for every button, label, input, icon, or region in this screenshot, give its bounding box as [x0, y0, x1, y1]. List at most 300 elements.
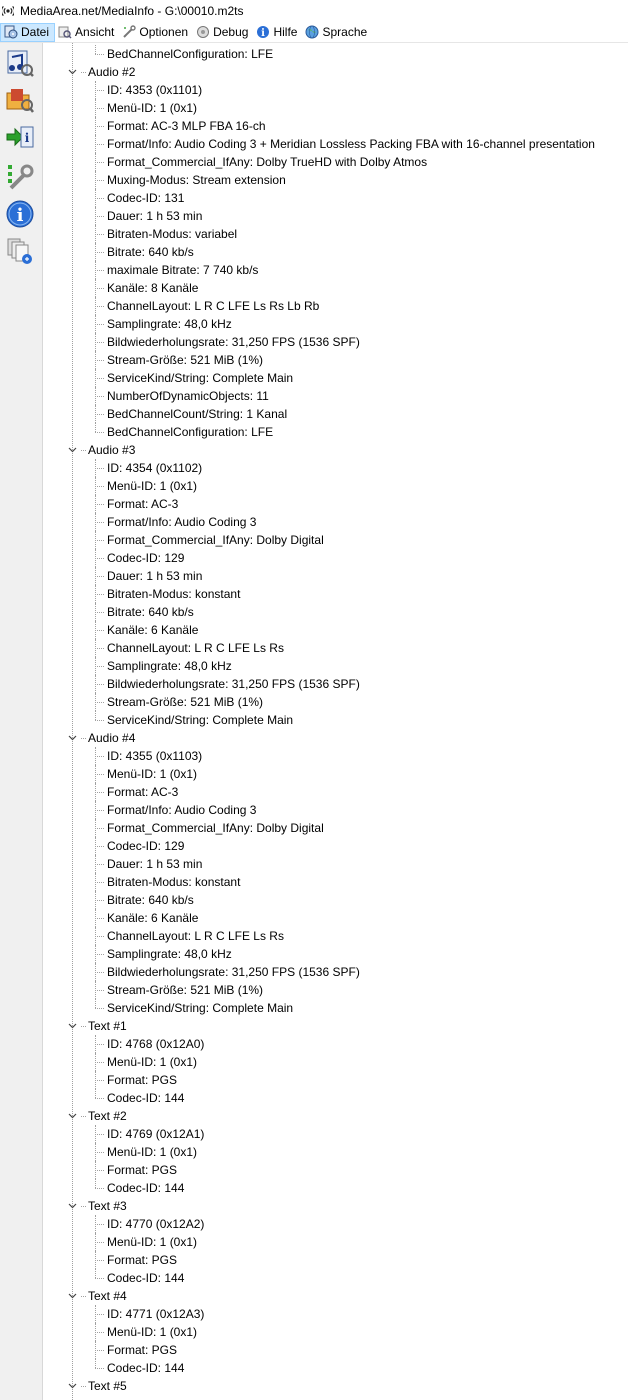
tree-connector: [95, 117, 96, 135]
help-icon: [256, 25, 270, 39]
tree-leaf[interactable]: [43, 99, 628, 117]
tree-connector: [95, 126, 104, 127]
tree-leaf-label: Codec-ID: 144: [107, 1271, 185, 1285]
tree-leaf-label: NumberOfDynamicObjects: 11: [107, 389, 269, 403]
tree-leaf[interactable]: [43, 675, 628, 693]
tree-leaf-label: maximale Bitrate: 7 740 kb/s: [107, 263, 259, 277]
tree-connector: [95, 927, 96, 945]
tree-leaf-label: Format: PGS: [107, 1163, 178, 1177]
tree-leaf-label: Bitraten-Modus: variabel: [107, 227, 238, 241]
tree-leaf-label: Menü-ID: 1 (0x1): [107, 767, 198, 781]
tree-connector: [95, 828, 104, 829]
export-icon: [5, 122, 35, 155]
tree-leaf[interactable]: [43, 297, 628, 315]
tree-connector: [95, 171, 96, 189]
tree-connector: [95, 234, 104, 235]
sidebar-preferences[interactable]: [3, 161, 37, 195]
tree-leaf[interactable]: [43, 1323, 628, 1341]
tree-connector: [95, 675, 96, 693]
tree-leaf-label: ServiceKind/String: Complete Main: [107, 1001, 294, 1015]
tree-connector: [95, 90, 104, 91]
tree-leaf-label: Format: AC-3: [107, 497, 179, 511]
tree-connector: [95, 1350, 104, 1351]
tree-connector: [95, 702, 104, 703]
tree-connector: [95, 135, 96, 153]
tree-connector: [95, 585, 96, 603]
file-disc-icon: [4, 25, 18, 39]
svg-text:i: i: [24, 130, 30, 145]
sidebar-open-folder[interactable]: [3, 84, 37, 118]
tree-node-stream[interactable]: [43, 1107, 628, 1125]
tree-connector: [95, 711, 96, 720]
tree-leaf[interactable]: [43, 117, 628, 135]
tree-leaf-label: Format_Commercial_IfAny: Dolby Digital: [107, 533, 324, 547]
tree-leaf-label: ID: 4354 (0x1102): [107, 461, 203, 475]
tree-leaf-label: Format: PGS: [107, 1253, 178, 1267]
tree-leaf[interactable]: [43, 1053, 628, 1071]
tree-connector: [95, 432, 104, 433]
tree-connector: [95, 1062, 104, 1063]
tree-connector: [95, 576, 104, 577]
tree-leaf-label: Menü-ID: 1 (0x1): [107, 1145, 198, 1159]
tree-leaf-label: Menü-ID: 1 (0x1): [107, 479, 198, 493]
tree-node-stream[interactable]: [43, 441, 628, 459]
tree-leaf[interactable]: [43, 999, 628, 1017]
tree-connector: [95, 873, 96, 891]
tree-connector: [95, 333, 96, 351]
tree-leaf[interactable]: [43, 369, 628, 387]
tree-connector: [95, 1242, 104, 1243]
tree-connector: [95, 270, 104, 271]
tree-connector: [95, 162, 104, 163]
tree-leaf[interactable]: [43, 279, 628, 297]
tree-connector: [95, 45, 96, 54]
tree-connector: [95, 315, 96, 333]
tree-leaf[interactable]: [43, 567, 628, 585]
tree-connector: [95, 180, 104, 181]
tree-leaf[interactable]: [43, 873, 628, 891]
tree-connector: [95, 1053, 96, 1071]
tree-connector: [95, 1332, 104, 1333]
tree-leaf-label: Format/Info: Audio Coding 3: [107, 515, 257, 529]
tree-connector: [95, 468, 104, 469]
tree-leaf[interactable]: [43, 387, 628, 405]
tree-connector: [95, 972, 104, 973]
tree-connector: [95, 513, 96, 531]
tree-connector: [95, 1260, 104, 1261]
chevron-down-icon[interactable]: [65, 1017, 79, 1035]
tree-node-stream[interactable]: [43, 1017, 628, 1035]
tree-connector: [95, 1089, 96, 1098]
sidebar-about[interactable]: [3, 198, 37, 232]
tree-leaf[interactable]: [43, 1125, 628, 1143]
tree-connector: [95, 549, 96, 567]
svg-text:i: i: [261, 28, 266, 39]
tree-connector: [95, 1008, 104, 1009]
tree-leaf[interactable]: [43, 1179, 628, 1197]
tree-leaf[interactable]: [43, 423, 628, 441]
tree-connector: [95, 900, 104, 901]
tree-leaf-label: ServiceKind/String: Complete Main: [107, 713, 294, 727]
tree-leaf-label: Format/Info: Audio Coding 3: [107, 803, 257, 817]
tree-connector: [95, 99, 96, 117]
chevron-down-icon[interactable]: [65, 1287, 79, 1305]
window-title: MediaArea.net/MediaInfo - G:\00010.m2ts: [20, 4, 244, 18]
tree-leaf-label: Codec-ID: 144: [107, 1361, 185, 1375]
menu-bar: [0, 22, 628, 43]
tree-connector: [95, 756, 104, 757]
tree-node-label: Text #5: [88, 1379, 127, 1393]
tree-leaf[interactable]: [43, 603, 628, 621]
tree-leaf[interactable]: [43, 1269, 628, 1287]
tree-connector: [81, 72, 86, 73]
tree-connector: [95, 1035, 96, 1053]
tree-connector: [95, 207, 96, 225]
tree-leaf[interactable]: [43, 459, 628, 477]
tree-connector: [95, 351, 96, 369]
tree-node-label: Text #2: [88, 1109, 127, 1123]
tree-connector: [81, 1296, 86, 1297]
tree-leaf[interactable]: [43, 351, 628, 369]
tree-connector: [95, 747, 96, 765]
tree-leaf[interactable]: [43, 945, 628, 963]
tree-connector: [95, 153, 96, 171]
tree-connector: [81, 738, 86, 739]
tree-node-label: Text #4: [88, 1289, 127, 1303]
tree-leaf-label: ChannelLayout: L R C LFE Ls Rs Lb Rb: [107, 299, 320, 313]
tree-leaf[interactable]: [43, 1341, 628, 1359]
tree-leaf-label: BedChannelConfiguration: LFE: [107, 47, 274, 61]
tree-connector: [95, 801, 96, 819]
menu-debug[interactable]: [193, 23, 253, 42]
tree-connector: [95, 531, 96, 549]
tree-leaf[interactable]: [43, 747, 628, 765]
title-bar: [0, 0, 628, 22]
tree-leaf[interactable]: [43, 189, 628, 207]
tree-leaf-label: ChannelLayout: L R C LFE Ls Rs: [107, 641, 284, 655]
globe-icon: [305, 25, 319, 39]
tree-connector: [95, 999, 96, 1008]
tree-leaf[interactable]: [43, 135, 628, 153]
tree-connector: [95, 1170, 104, 1171]
tree-connector: [95, 882, 104, 883]
tree-leaf-label: Dauer: 1 h 53 min: [107, 209, 203, 223]
tree-node-label: Audio #3: [88, 443, 136, 457]
tree-connector: [95, 846, 104, 847]
tree-leaf[interactable]: [43, 1143, 628, 1161]
tree-leaf[interactable]: [43, 1071, 628, 1089]
tree-leaf[interactable]: [43, 657, 628, 675]
menu-datei[interactable]: [0, 23, 55, 42]
tree-connector: [95, 1071, 96, 1089]
tree-connector: [95, 837, 96, 855]
menu-sprache[interactable]: [302, 23, 372, 42]
preferences-icon: [5, 162, 35, 195]
tree-leaf[interactable]: [43, 207, 628, 225]
tree-leaf[interactable]: [43, 495, 628, 513]
tree-node-stream[interactable]: [43, 1197, 628, 1215]
tree-connector: [95, 54, 104, 55]
tree-connector: [95, 657, 96, 675]
tree-leaf[interactable]: [43, 711, 628, 729]
tree-leaf[interactable]: [43, 513, 628, 531]
open-folder-icon: [5, 85, 35, 118]
knowledge-base-icon: [5, 236, 35, 269]
tree-leaf[interactable]: [43, 927, 628, 945]
tree-leaf[interactable]: [43, 783, 628, 801]
tree-connector: [95, 216, 104, 217]
tree-connector: [95, 648, 104, 649]
tree-node-label: Audio #2: [88, 65, 136, 79]
tree-connector: [81, 1206, 86, 1207]
mediainfo-app-icon: [2, 5, 14, 17]
tree-connector: [95, 918, 104, 919]
view-icon: [58, 25, 72, 39]
tree-connector: [95, 243, 96, 261]
tree-leaf-label: Menü-ID: 1 (0x1): [107, 1325, 198, 1339]
tree-leaf[interactable]: [43, 621, 628, 639]
tree-leaf[interactable]: [43, 549, 628, 567]
chevron-down-icon[interactable]: [65, 1377, 79, 1395]
tree-leaf[interactable]: [43, 837, 628, 855]
tree-leaf[interactable]: [43, 585, 628, 603]
tree-connector: [81, 450, 86, 451]
tree-leaf-label: Codec-ID: 131: [107, 191, 185, 205]
menu-label: Optionen: [139, 25, 189, 39]
tree-connector: [95, 1314, 104, 1315]
tree-leaf-label: ChannelLayout: L R C LFE Ls Rs: [107, 929, 284, 943]
sidebar-open-file[interactable]: [3, 47, 37, 81]
tree-leaf[interactable]: [43, 855, 628, 873]
tree-connector: [95, 288, 104, 289]
tree-connector: [95, 1224, 104, 1225]
tree-connector: [95, 864, 104, 865]
tree-node-label: Text #1: [88, 1019, 127, 1033]
tree-connector: [95, 954, 104, 955]
tree-connector: [95, 666, 104, 667]
tree-leaf-label: ID: 4355 (0x1103): [107, 749, 203, 763]
tree-connector: [95, 693, 96, 711]
tree-connector: [95, 909, 96, 927]
tree-leaf-label: Format: AC-3: [107, 785, 179, 799]
tree-leaf[interactable]: [43, 81, 628, 99]
tree-connector: [95, 252, 104, 253]
tree-leaf[interactable]: [43, 693, 628, 711]
menu-label: Sprache: [322, 25, 368, 39]
svg-text:i: i: [16, 204, 24, 226]
info-tree: [43, 43, 628, 1400]
tree-leaf-label: Samplingrate: 48,0 kHz: [107, 947, 232, 961]
tree-leaf-label: Dauer: 1 h 53 min: [107, 857, 203, 871]
tree-leaf[interactable]: [43, 1251, 628, 1269]
tree-leaf-label: Stream-Größe: 521 MiB (1%): [107, 353, 264, 367]
tree-connector: [95, 423, 96, 432]
tree-leaf[interactable]: [43, 243, 628, 261]
tree-connector: [95, 945, 96, 963]
tree-node-stream[interactable]: [43, 63, 628, 81]
tree-connector: [95, 630, 104, 631]
tree-connector: [95, 1179, 96, 1188]
menu-label: Debug: [213, 25, 249, 39]
tree-leaf[interactable]: [43, 639, 628, 657]
chevron-down-icon[interactable]: [65, 1107, 79, 1125]
tree-leaf-label: ID: 4353 (0x1101): [107, 83, 203, 97]
tree-leaf[interactable]: [43, 531, 628, 549]
tree-connector: [95, 225, 96, 243]
tree-leaf-label: Codec-ID: 144: [107, 1091, 185, 1105]
tree-connector: [95, 621, 96, 639]
tree-connector: [95, 1134, 104, 1135]
menu-optionen[interactable]: [119, 23, 193, 42]
tree-leaf-label: Codec-ID: 129: [107, 839, 185, 853]
chevron-down-icon[interactable]: [65, 441, 79, 459]
sidebar-knowledge[interactable]: [3, 235, 37, 269]
tree-connector: [95, 558, 104, 559]
tree-connector: [95, 963, 96, 981]
tree-connector: [95, 396, 104, 397]
tree-connector: [95, 1161, 96, 1179]
tree-connector: [95, 108, 104, 109]
tree-leaf-label: Bitraten-Modus: konstant: [107, 587, 241, 601]
tree-leaf-label: Samplingrate: 48,0 kHz: [107, 317, 232, 331]
tree-connector: [95, 459, 96, 477]
tree-connector: [95, 891, 96, 909]
tree-leaf-label: Bildwiederholungsrate: 31,250 FPS (1536 SPF): [107, 335, 360, 349]
tree-connector: [95, 1188, 104, 1189]
tree-connector: [95, 1143, 96, 1161]
chevron-down-icon[interactable]: [65, 63, 79, 81]
tree-leaf-label: Bitraten-Modus: konstant: [107, 875, 241, 889]
tree-leaf[interactable]: [43, 405, 628, 423]
tree-connector: [95, 369, 96, 387]
tree-node-stream[interactable]: [43, 1377, 628, 1395]
tree-leaf[interactable]: [43, 765, 628, 783]
tree-connector: [95, 198, 104, 199]
tree-connector: [95, 495, 96, 513]
tree-connector: [95, 1305, 96, 1323]
tree-leaf[interactable]: [43, 1233, 628, 1251]
tree-leaf-label: Codec-ID: 144: [107, 1181, 185, 1195]
chevron-down-icon[interactable]: [65, 1197, 79, 1215]
sidebar-export[interactable]: [3, 121, 37, 155]
tree-leaf[interactable]: [43, 315, 628, 333]
tree-connector: [95, 567, 96, 585]
tree-connector: [95, 405, 96, 423]
tree-connector: [95, 297, 96, 315]
tree-connector: [95, 981, 96, 999]
tree-connector: [95, 684, 104, 685]
menu-label: Datei: [21, 25, 50, 39]
options-icon: [122, 25, 136, 39]
tree-connector: [95, 1233, 96, 1251]
tree-connector: [95, 819, 96, 837]
tree-connector: [95, 1152, 104, 1153]
tree-leaf-label: Menü-ID: 1 (0x1): [107, 101, 198, 115]
tree-leaf[interactable]: [43, 45, 628, 63]
tree-connector: [95, 522, 104, 523]
tree-leaf-label: Muxing-Modus: Stream extension: [107, 173, 286, 187]
tree-connector: [95, 378, 104, 379]
tree-leaf[interactable]: [43, 333, 628, 351]
tree-connector: [95, 1044, 104, 1045]
tree-node-label: Audio #4: [88, 731, 136, 745]
tree-leaf-label: ID: 4771 (0x12A3): [107, 1307, 205, 1321]
tree-leaf-label: Bildwiederholungsrate: 31,250 FPS (1536 SPF): [107, 677, 360, 691]
tree-leaf[interactable]: [43, 1305, 628, 1323]
tree-leaf[interactable]: [43, 1089, 628, 1107]
chevron-down-icon[interactable]: [65, 729, 79, 747]
tree-leaf[interactable]: [43, 1035, 628, 1053]
tree-leaf-label: Kanäle: 6 Kanäle: [107, 911, 199, 925]
tree-connector: [95, 1269, 96, 1278]
menu-ansicht[interactable]: [55, 23, 119, 42]
tree-leaf[interactable]: [43, 477, 628, 495]
sidebar-toolbar: [0, 43, 43, 1400]
tree-leaf[interactable]: [43, 171, 628, 189]
tree-leaf-label: ID: 4768 (0x12A0): [107, 1037, 205, 1051]
menu-hilfe[interactable]: [253, 23, 302, 42]
tree-leaf[interactable]: [43, 963, 628, 981]
tree-leaf-label: Format_Commercial_IfAny: Dolby Digital: [107, 821, 324, 835]
tree-connector: [95, 855, 96, 873]
tree-connector: [95, 477, 96, 495]
tree-leaf[interactable]: [43, 1359, 628, 1377]
tree-leaf-label: Samplingrate: 48,0 kHz: [107, 659, 232, 673]
tree-node-stream[interactable]: [43, 1287, 628, 1305]
tree-leaf-label: Kanäle: 8 Kanäle: [107, 281, 199, 295]
tree-leaf-label: Stream-Größe: 521 MiB (1%): [107, 695, 264, 709]
tree-connector: [95, 720, 104, 721]
tree-node-stream[interactable]: [43, 729, 628, 747]
tree-leaf[interactable]: [43, 225, 628, 243]
tree-leaf-label: Kanäle: 6 Kanäle: [107, 623, 199, 637]
tree-connector: [95, 1098, 104, 1099]
tree-leaf[interactable]: [43, 1161, 628, 1179]
tree-leaf[interactable]: [43, 153, 628, 171]
tree-connector: [95, 792, 104, 793]
tree-connector: [95, 783, 96, 801]
tree-leaf-label: BedChannelCount/String: 1 Kanal: [107, 407, 288, 421]
tree-connector: [95, 81, 96, 99]
tree-connector: [81, 1116, 86, 1117]
menu-label: Hilfe: [273, 25, 298, 39]
tree-leaf[interactable]: [43, 891, 628, 909]
tree-leaf-label: Menü-ID: 1 (0x1): [107, 1055, 198, 1069]
tree-leaf-label: Bildwiederholungsrate: 31,250 FPS (1536 SPF): [107, 965, 360, 979]
tree-connector: [95, 360, 104, 361]
tree-leaf[interactable]: [43, 909, 628, 927]
tree-leaf-label: Stream-Größe: 521 MiB (1%): [107, 983, 264, 997]
tree-connector: [95, 612, 104, 613]
tree-leaf[interactable]: [43, 261, 628, 279]
tree-leaf-label: Bitrate: 640 kb/s: [107, 605, 194, 619]
tree-leaf[interactable]: [43, 1215, 628, 1233]
tree-leaf[interactable]: [43, 819, 628, 837]
tree-connector: [95, 774, 104, 775]
tree-connector: [95, 639, 96, 657]
tree-connector: [95, 594, 104, 595]
tree-leaf[interactable]: [43, 801, 628, 819]
tree-connector: [95, 603, 96, 621]
tree-leaf-label: Bitrate: 640 kb/s: [107, 245, 194, 259]
tree-connector: [95, 486, 104, 487]
tree-leaf-label: Format: PGS: [107, 1343, 178, 1357]
tree-connector: [95, 261, 96, 279]
tree-leaf-label: Format: AC-3 MLP FBA 16-ch: [107, 119, 266, 133]
tree-leaf[interactable]: [43, 981, 628, 999]
tree-leaf-label: Dauer: 1 h 53 min: [107, 569, 203, 583]
tree-leaf-label: ID: 4770 (0x12A2): [107, 1217, 205, 1231]
